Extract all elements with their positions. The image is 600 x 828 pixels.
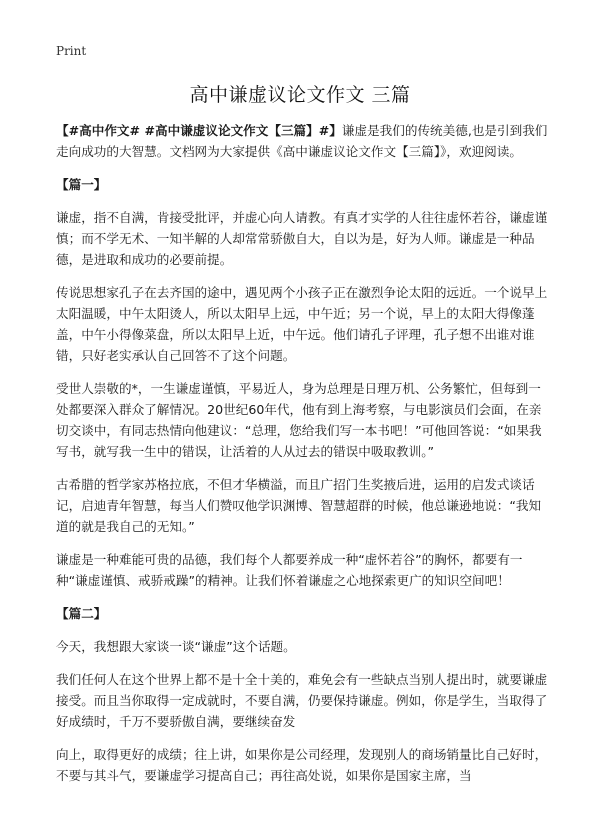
paragraph: 受世人崇敬的*，一生谦虚谨慎，平易近人，身为总理是日理万机、公务繁忙，但每到一处都要深入群众了解情况。20世纪60年代，他有到上海考察，与电影演员们会面，在亲切交谈中，有同志热情向他建议：“总理，您给我们写一本书吧！”可他回答说：“如果我写书，就写我一生中的错误，让活着的人从过去的错误中吸取教训。” bbox=[56, 381, 542, 459]
article-body bbox=[56, 120, 550, 798]
intro-text: 谦虚是我们的传统美德,也是引到我们走向成功的大智慧。文档网为大家提供《高中谦虚议论文作文【三篇】》，欢迎阅读。 bbox=[56, 123, 548, 159]
intro-tags: 【#高中作文# #高中谦虚议论文作文【三篇】#】 bbox=[56, 123, 342, 138]
print-link[interactable]: Print bbox=[56, 44, 87, 58]
page-title: 高中谦虚议论文作文 三篇 bbox=[189, 84, 411, 106]
paragraph: 我们任何人在这个世界上都不是十全十美的，难免会有一些缺点当别人提出时，就要谦虚接受。而且当你取得一定成就时，不要自满，仍要保持谦虚。例如，你是学生，当取得了好成绩时，千万不要骄傲自满，要继续奋发 bbox=[56, 672, 548, 729]
paragraph: 向上，取得更好的成绩；往上讲，如果你是公司经理，发现别人的商场销量比自己好时，不要与其斗气，要谦虚学习提高自己；再往高处说，如果你是国家主席，当 bbox=[56, 747, 548, 783]
paragraph: 谦虚是一种难能可贵的品德，我们每个人都要养成一种“虚怀若谷”的胸怀，都要有一种“谦虚谨慎、戒骄戒躁”的精神。让我们怀着谦虚之心地探索更广的知识空间吧！ bbox=[56, 552, 523, 588]
paragraph: 古希腊的哲学家苏格拉底，不但才华横溢，而且广招门生奖掖后进，运用的启发式谈话记，启迪青年智慧，每当人们赞叹他学识渊博、智慧超群的时候，他总谦逊地说：“我知道的就是我自己的无知。” bbox=[56, 477, 542, 534]
paragraph: 传说思想家孔子在去齐国的途中，遇见两个小孩子正在激烈争论太阳的远近。一个说早上太阳温暖，中午太阳烫人，所以太阳早上远，中午近；另一个说，早上的太阳大得像蓬盖，中午小得像菜盘，所以太阳早上近，中午远。他们请孔子评理，孔子想不出谁对谁错，只好老实承认自己回答不了这个问题。 bbox=[56, 285, 548, 363]
section-heading-2: 【篇二】 bbox=[56, 606, 107, 621]
intro-paragraph bbox=[56, 120, 550, 162]
paragraph: 今天，我想跟大家谈一谈“谦虚”这个话题。 bbox=[56, 639, 296, 654]
section-heading-1: 【篇一】 bbox=[56, 177, 107, 192]
paragraph: 谦虚，指不自满，肯接受批评，并虚心向人请教。有真才实学的人往往虚怀若谷，谦虚谨慎；而不学无术、一知半解的人却常常骄傲自大，自以为是，好为人师。谦虚是一种品德，是进取和成功的必要前提。 bbox=[56, 210, 548, 267]
